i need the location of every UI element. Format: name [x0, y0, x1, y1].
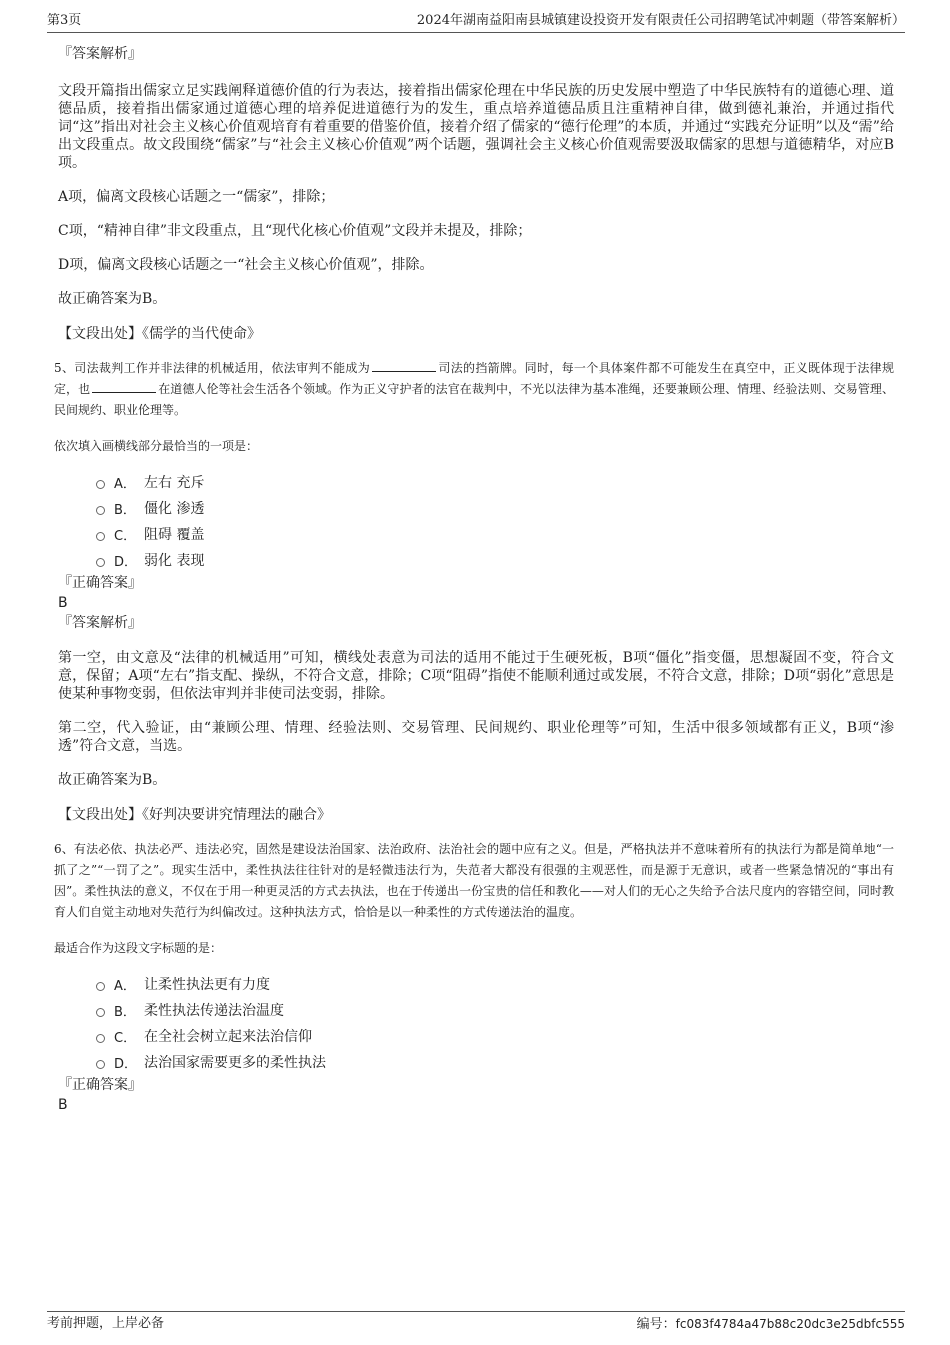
- q5-option-d[interactable]: [96, 547, 894, 573]
- option-letter: D．: [114, 1056, 138, 1072]
- document-code-label: 编号：: [636, 1317, 676, 1332]
- option-letter: A．: [114, 476, 136, 492]
- radio-icon[interactable]: [96, 1034, 105, 1043]
- option-letter: B．: [114, 502, 136, 518]
- q6-option-a[interactable]: [96, 971, 894, 997]
- document-title: 2024年湖南益阳南县城镇建设投资开发有限责任公司招聘笔试冲刺题（带答案解析）: [416, 13, 905, 28]
- option-letter: C．: [114, 528, 137, 544]
- radio-icon[interactable]: [96, 558, 105, 567]
- option-text: 柔性执法传递法治温度: [144, 1003, 284, 1019]
- option-text: 在全社会树立起来法治信仰: [144, 1029, 312, 1045]
- option-letter: B．: [114, 1004, 136, 1020]
- page-header: [47, 12, 905, 33]
- q6-answer-value: B: [58, 1097, 68, 1113]
- q5-stem-part2: 司法的挡箭牌。同时，每一个具体案件都不可能发生在真空中，正义既体现于法律规定，也: [54, 361, 894, 396]
- q5-analysis-paragraph-3: 故正确答案为B。: [58, 772, 167, 788]
- option-text: 法治国家需要更多的柔性执法: [144, 1055, 326, 1071]
- page-content: [54, 44, 894, 1115]
- option-text: 弱化 表现: [144, 553, 205, 569]
- q5-analysis-paragraph-1: 第一空，由文意及“法律的机械适用”可知，横线处表意为司法的适用不能过于生硬死板，B项“僵化”指变僵，思想凝固不变，符合文意，保留；A项“左右”指支配、操纵，不符合文意，排除；C项“阻碍”指使不能顺利通过或发展，不符合文意，排除；D项“弱化”意思是使某种事物变弱，但依法审判并非使司法变弱，排除。: [58, 650, 894, 702]
- q5-stem: [54, 358, 894, 421]
- radio-icon[interactable]: [96, 506, 105, 515]
- q5-prompt: 依次填入画横线部分最恰当的一项是：: [54, 439, 259, 453]
- radio-icon[interactable]: [96, 982, 105, 991]
- q5-option-b[interactable]: [96, 495, 894, 521]
- option-text: 让柔性执法更有力度: [144, 977, 270, 993]
- q4-source: 【文段出处】《儒学的当代使命》: [58, 326, 261, 342]
- q4-analysis-label: 『答案解析』: [58, 46, 142, 62]
- q5-answer-value: B: [58, 595, 68, 611]
- q5-options: [58, 469, 894, 573]
- q6-stem: 6、有法必依、执法必严、违法必究，固然是建设法治国家、法治政府、法治社会的题中应有之义。但是，严格执法并不意味着所有的执法行为都是简单地“一抓了之”“一罚了之”。现实生活中，柔性执法往往针对的是轻微违法行为，失范者大都没有很强的主观恶性，而是源于无意识，或者一些紧急情况的“事出有因”。柔性执法的意义，不仅在于用一种更灵活的方式去执法，也在于传递出一份宝贵的信任和教化——对人们的无心之失给予合法尺度内的容错空间，同时教育人们自觉主动地对失范行为纠偏改过。这种执法方式，恰恰是以一种柔性的方式传递法治的温度。: [54, 842, 894, 919]
- q4-analysis-paragraph-2: A项，偏离文段核心话题之一“儒家”，排除；: [58, 189, 335, 205]
- q5-stem-part1: 5、司法裁判工作并非法律的机械适用，依法审判不能成为: [54, 361, 371, 375]
- page-footer: [47, 1311, 905, 1332]
- option-letter: C．: [114, 1030, 137, 1046]
- q5-stem-part3: 在道德人伦等社会生活各个领域。作为正义守护者的法官在裁判中，不光以法律为基本准绳，还要兼顾公理、情理、经验法则、交易管理、民间规约、职业伦理等。: [54, 382, 894, 417]
- q4-analysis-paragraph-1: 文段开篇指出儒家立足实践阐释道德价值的行为表达，接着指出儒家伦理在中华民族的历史发展中塑造了中华民族特有的道德心理、道德品质，接着指出儒家通过道德心理的培养促进道德行为的发生，重点培养道德品质且注重精神自律，做到德礼兼治，并通过指代词“这”指出对社会主义核心价值观培育有着重要的借鉴价值，接着介绍了儒家的“德行伦理”的本质，并通过“实践充分证明”以及“需”给出文段重点。故文段围绕“儒家”与“社会主义核心价值观”两个话题，强调社会主义核心价值观需要汲取儒家的思想与道德精华，对应B项。: [58, 83, 894, 171]
- option-text: 僵化 渗透: [144, 501, 205, 517]
- q6-option-b[interactable]: [96, 997, 894, 1023]
- q5-option-c[interactable]: [96, 521, 894, 547]
- option-letter: A．: [114, 978, 136, 994]
- q6-prompt: 最适合作为这段文字标题的是：: [54, 941, 223, 955]
- q5-source: 【文段出处】《好判决要讲究情理法的融合》: [58, 807, 331, 823]
- radio-icon[interactable]: [96, 1060, 105, 1069]
- q5-blank-1: [372, 359, 436, 372]
- footer-slogan: 考前押题，上岸必备: [47, 1316, 165, 1331]
- q5-answer-label: 『正确答案』: [58, 575, 142, 591]
- q6-option-c[interactable]: [96, 1023, 894, 1049]
- q4-analysis-paragraph-5: 故正确答案为B。: [58, 291, 167, 307]
- radio-icon[interactable]: [96, 1008, 105, 1017]
- document-code-value: fc083f4784a47b88c20dc3e25dbfc555: [675, 1317, 905, 1331]
- q6-options: [58, 971, 894, 1075]
- option-text: 左右 充斥: [144, 475, 205, 491]
- q5-analysis-paragraph-2: 第二空，代入验证，由“兼顾公理、情理、经验法则、交易管理、民间规约、职业伦理等”可知，生活中很多领域都有正义，B项“渗透”符合文意，当选。: [58, 720, 894, 754]
- q4-analysis-paragraph-4: D项，偏离文段核心话题之一“社会主义核心价值观”，排除。: [58, 257, 434, 273]
- q5-analysis-label: 『答案解析』: [58, 615, 142, 631]
- radio-icon[interactable]: [96, 532, 105, 541]
- document-code: [637, 1313, 905, 1336]
- option-text: 阻碍 覆盖: [144, 527, 205, 543]
- q6-option-d[interactable]: [96, 1049, 894, 1075]
- radio-icon[interactable]: [96, 480, 105, 489]
- page-number: 第3页: [47, 13, 82, 28]
- q4-analysis-paragraph-3: C项，“精神自律”非文段重点，且“现代化核心价值观”文段并未提及，排除；: [58, 223, 532, 239]
- q5-option-a[interactable]: [96, 469, 894, 495]
- q6-answer-label: 『正确答案』: [58, 1077, 142, 1093]
- q5-blank-2: [92, 380, 156, 393]
- option-letter: D．: [114, 554, 138, 570]
